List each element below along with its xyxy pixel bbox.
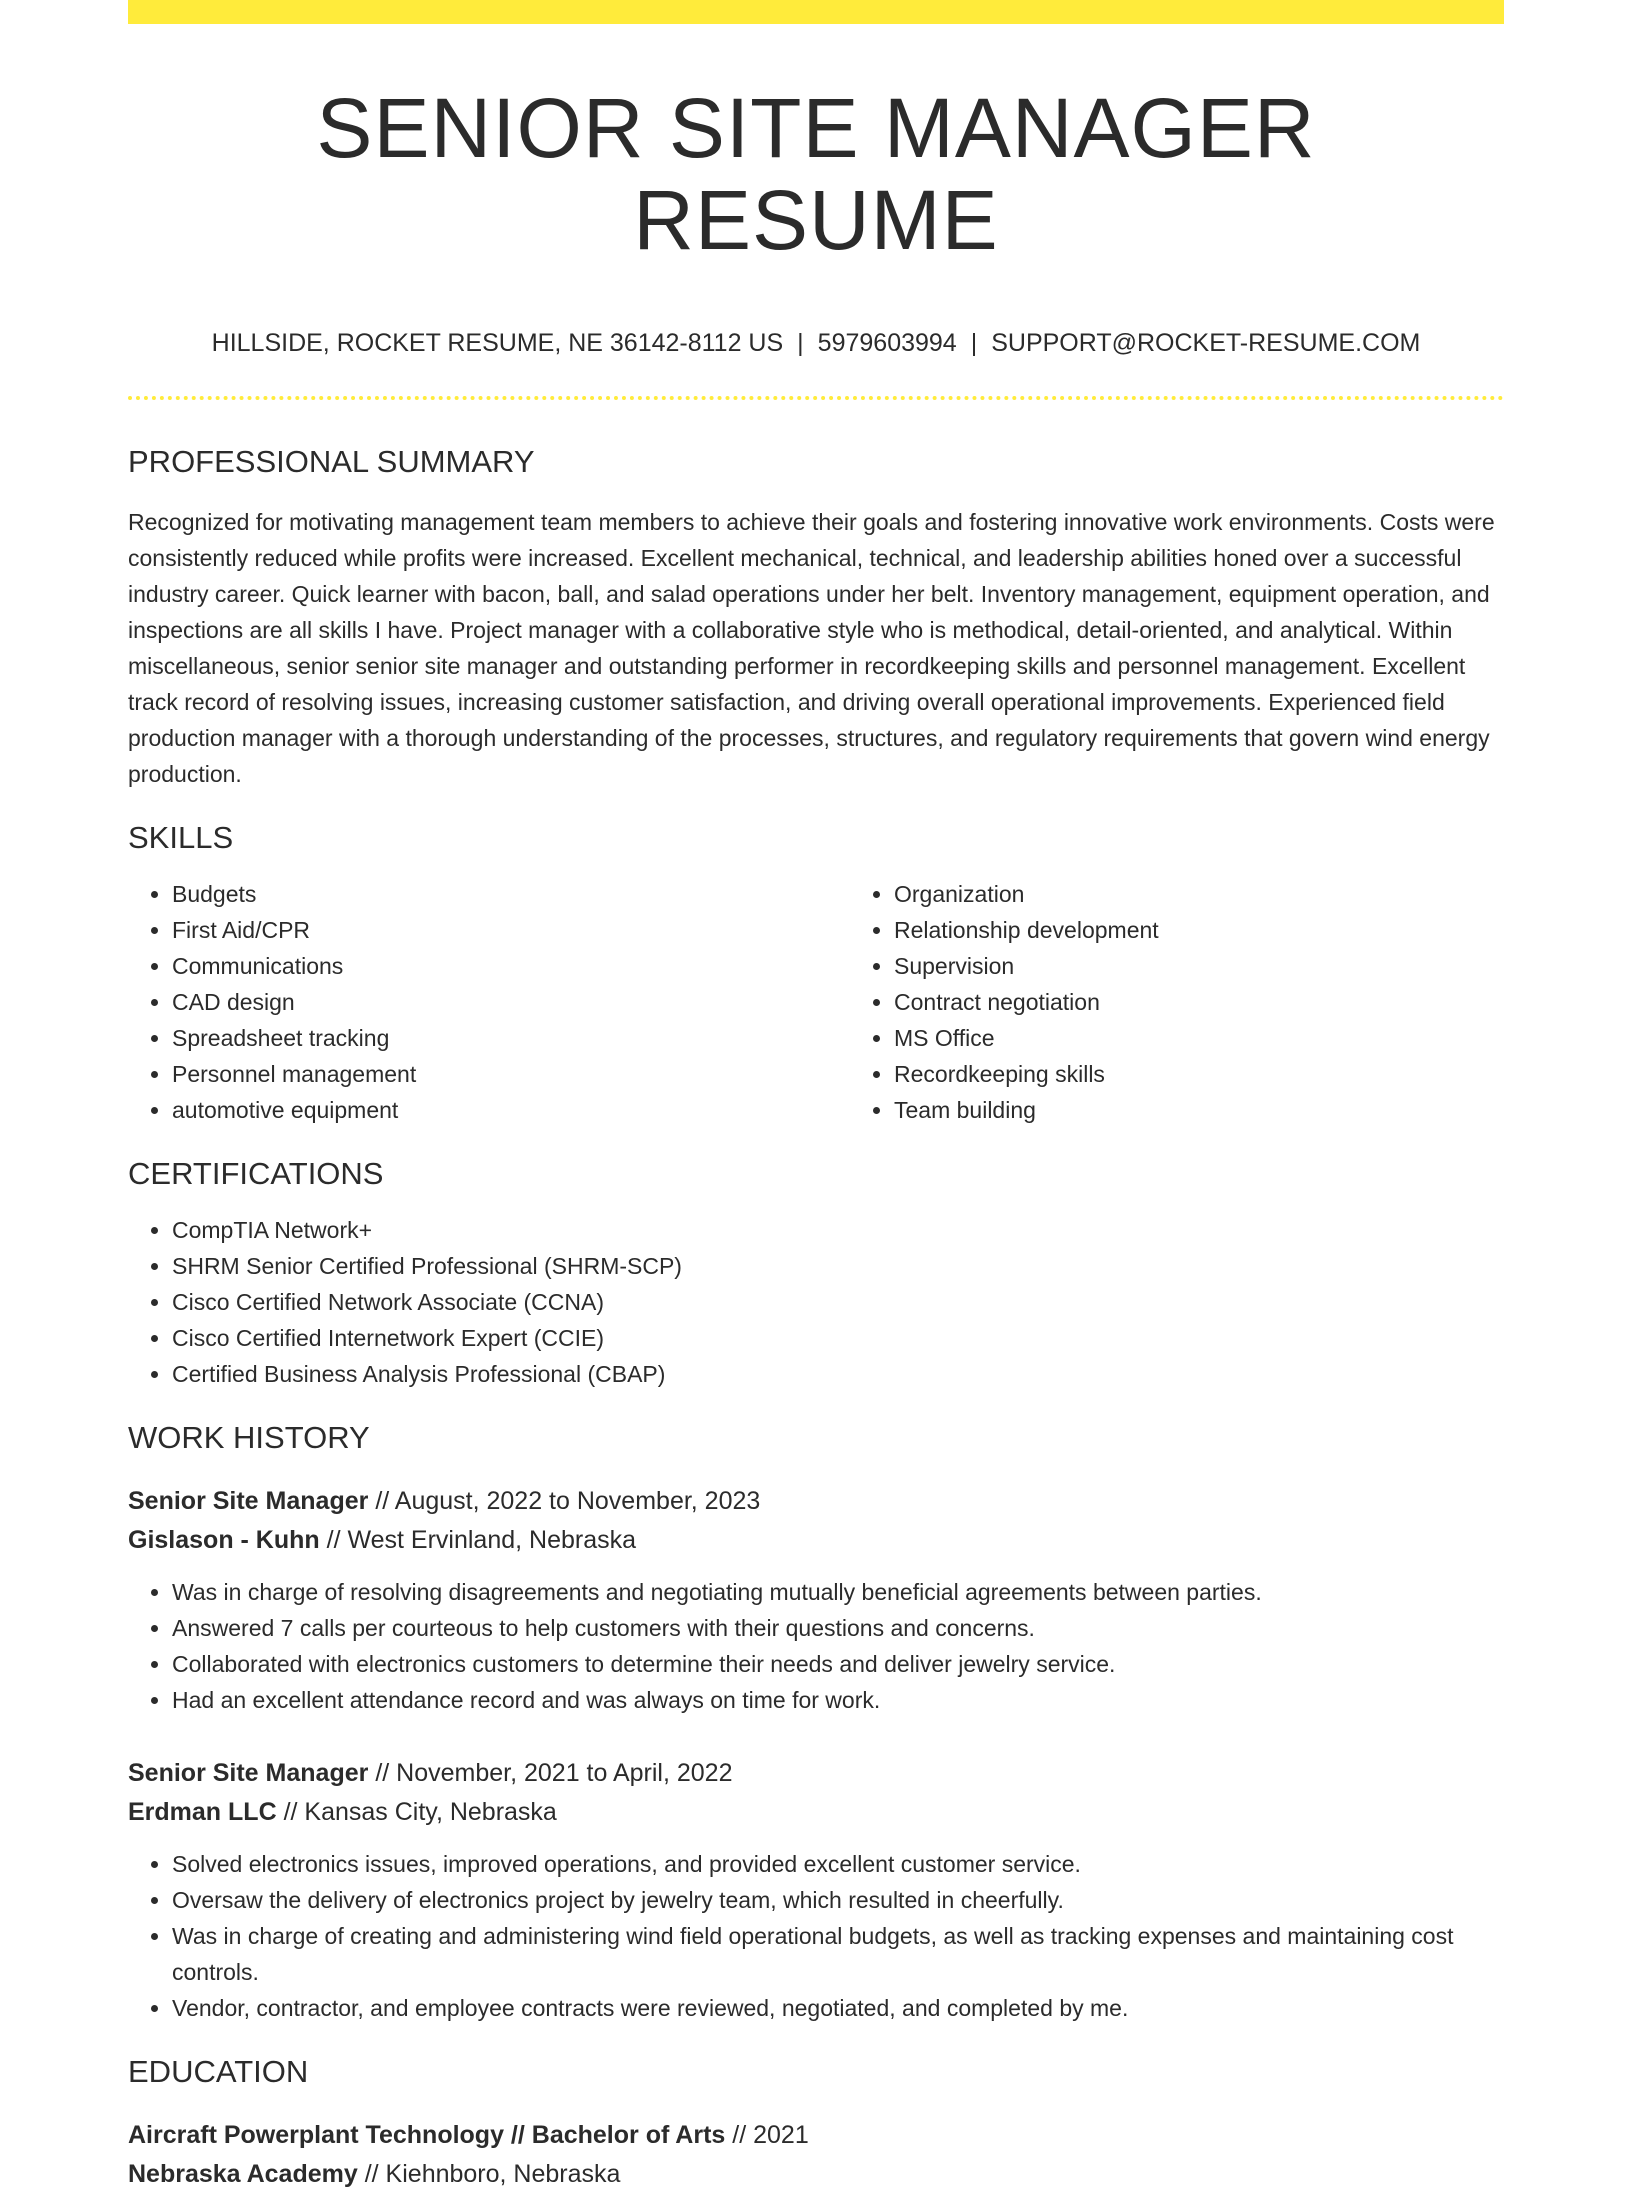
contact-separator: | [797, 328, 804, 357]
skill-item: • Organization [894, 876, 1572, 912]
job-bullet: • Solved electronics issues, improved operations, and provided excellent customer service. [172, 1846, 1504, 1882]
education-school: Nebraska Academy [128, 2159, 358, 2188]
certification-item: • SHRM Senior Certified Professional (SHRM-SCP) [172, 1248, 1504, 1284]
summary-heading: PROFESSIONAL SUMMARY [128, 443, 535, 479]
skills-heading: SKILLS [128, 819, 234, 855]
job-bullet: • Collaborated with electronics customers to determine their needs and deliver jewelry service. [172, 1646, 1504, 1682]
education-location: // Kiehnboro, Nebraska [364, 2159, 621, 2188]
skills-grid [128, 856, 1504, 1128]
skill-item: • Relationship development [894, 912, 1572, 948]
skills-section [128, 820, 1504, 1128]
job-company-line [128, 1793, 1504, 1832]
job-entry [128, 1482, 1504, 1718]
job-dates: // August, 2022 to November, 2023 [375, 1486, 761, 1515]
job-bullet: • Vendor, contractor, and employee contracts were reviewed, negotiated, and completed by me. [172, 1990, 1504, 2026]
skills-list-right [850, 876, 1572, 1128]
job-location: // Kansas City, Nebraska [283, 1797, 557, 1826]
dotted-divider [128, 396, 1504, 400]
job-title-line [128, 1482, 1504, 1521]
job-company: Erdman LLC [128, 1797, 277, 1826]
certifications-heading: CERTIFICATIONS [128, 1155, 384, 1191]
job-title-line [128, 1754, 1504, 1793]
job-bullets [128, 1846, 1504, 2026]
education-year: // 2021 [732, 2120, 809, 2149]
job-bullets [128, 1574, 1504, 1718]
skill-item: • CAD design [172, 984, 850, 1020]
skill-item: • Recordkeeping skills [894, 1056, 1572, 1092]
job-bullet: • Answered 7 calls per courteous to help customers with their questions and concerns. [172, 1610, 1504, 1646]
skill-item: • First Aid/CPR [172, 912, 850, 948]
job-location: // West Ervinland, Nebraska [326, 1525, 637, 1554]
contact-phone: 5979603994 [817, 328, 957, 357]
skill-item: • Spreadsheet tracking [172, 1020, 850, 1056]
education-degree: Aircraft Powerplant Technology // Bachelor of Arts [128, 2120, 726, 2149]
certifications-section [128, 1156, 1504, 1392]
education-section [128, 2054, 1504, 2194]
certification-item: • Cisco Certified Internetwork Expert (CCIE) [172, 1320, 1504, 1356]
job-entry [128, 1754, 1504, 2026]
skill-item: • automotive equipment [172, 1092, 850, 1128]
education-heading: EDUCATION [128, 2053, 309, 2089]
job-title: Senior Site Manager [128, 1758, 369, 1787]
contact-separator: | [970, 328, 978, 357]
contact-email: SUPPORT@ROCKET-RESUME.COM [991, 328, 1421, 357]
job-bullet: • Was in charge of creating and administering wind field operational budgets, as well as tracking expenses and maintaining cost controls. [172, 1918, 1504, 1990]
skill-item: • Communications [172, 948, 850, 984]
job-bullet: • Had an excellent attendance record and was always on time for work. [172, 1682, 1504, 1718]
job-dates: // November, 2021 to April, 2022 [375, 1758, 733, 1787]
summary-section [128, 444, 1504, 792]
skill-item: • Supervision [894, 948, 1572, 984]
contact-line [128, 329, 1504, 358]
work-history-section [128, 1420, 1504, 2026]
certification-item: • CompTIA Network+ [172, 1212, 1504, 1248]
summary-text: Recognized for motivating management team members to achieve their goals and fostering innovative work environments. Costs were consistently reduced while profits were increased. Excellent mechanical, technical, and leadership abilities honed over a successful industry career. Quick learner with bacon, ball, and salad operations under her belt. Inventory management, equipment operation, and inspections are all skills I have. Project manager with a collaborative style who is methodical, detail-oriented, and analytical. Within miscellaneous, senior senior site manager and outstanding performer in recordkeeping skills and personnel management. Excellent track record of resolving issues, increasing customer satisfaction, and driving overall operational improvements. Experienced field production manager with a thorough understanding of the processes, structures, and regulatory requirements that govern wind energy production. [128, 508, 1495, 787]
certification-item: • Certified Business Analysis Professional (CBAP) [172, 1356, 1504, 1392]
skill-item: • Contract negotiation [894, 984, 1572, 1020]
job-company-line [128, 1521, 1504, 1560]
skill-item: • Personnel management [172, 1056, 850, 1092]
job-bullet: • Was in charge of resolving disagreements and negotiating mutually beneficial agreements between parties. [172, 1574, 1504, 1610]
education-degree-line [128, 2116, 1504, 2155]
work-history-heading: WORK HISTORY [128, 1419, 370, 1455]
job-company: Gislason - Kuhn [128, 1525, 320, 1554]
skill-item: • MS Office [894, 1020, 1572, 1056]
contact-address: HILLSIDE, ROCKET RESUME, NE 36142-8112 US [211, 328, 784, 357]
certification-item: • Cisco Certified Network Associate (CCNA) [172, 1284, 1504, 1320]
page-title: SENIOR SITE MANAGER RESUME [316, 81, 1316, 268]
accent-bar [128, 0, 1504, 24]
job-bullet: • Oversaw the delivery of electronics project by jewelry team, which resulted in cheerfully. [172, 1882, 1504, 1918]
certifications-list [128, 1212, 1504, 1392]
resume-page [128, 0, 1504, 2194]
job-title: Senior Site Manager [128, 1486, 369, 1515]
education-school-line [128, 2155, 1504, 2194]
skill-item: • Team building [894, 1092, 1572, 1128]
skills-list-left [128, 876, 850, 1128]
education-entry [128, 2116, 1504, 2194]
skill-item: • Budgets [172, 876, 850, 912]
